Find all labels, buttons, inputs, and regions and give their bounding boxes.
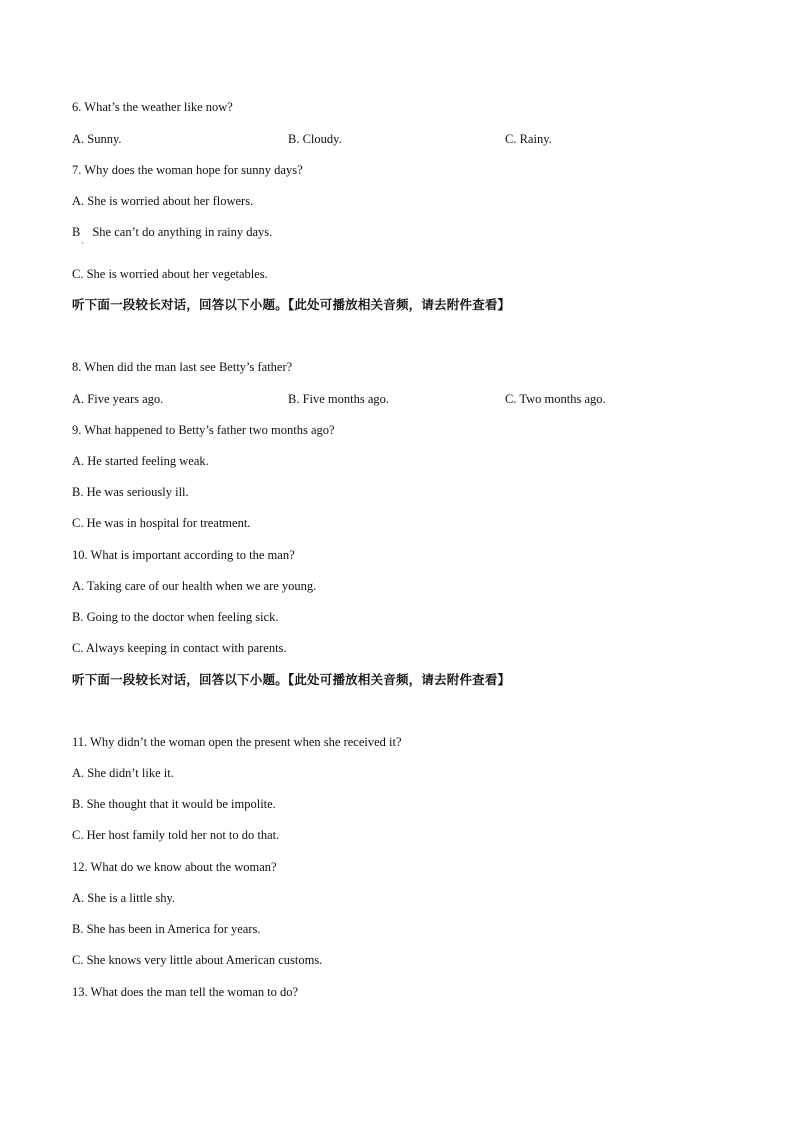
question-6-options: [72, 131, 722, 147]
question-6: 6. What’s the weather like now?: [72, 100, 233, 114]
question-7: 7. Why does the woman hope for sunny days?: [72, 163, 303, 177]
question-10: 10. What is important according to the man?: [72, 548, 295, 562]
option-c: C. She knows very little about American customs.: [72, 953, 323, 967]
option-c: C. He was in hospital for treatment.: [72, 516, 251, 530]
question-8-options: [72, 391, 722, 407]
question-13: 13. What does the man tell the woman to do?: [72, 985, 299, 999]
question-12: 12. What do we know about the woman?: [72, 860, 277, 874]
question-9: 9. What happened to Betty’s father two months ago?: [72, 423, 335, 437]
listening-instruction: 听下面一段较长对话，回答以下小题。【此处可播放相关音频，请去附件查看】: [72, 297, 511, 312]
option-b: B. Five months ago.: [288, 392, 390, 406]
question-11: 11. Why didn’t the woman open the present when she received it?: [72, 735, 402, 749]
question-8: 8. When did the man last see Betty’s father?: [72, 360, 293, 374]
option-a: A. She is worried about her flowers.: [72, 194, 254, 208]
option-c: C. Rainy.: [505, 132, 552, 146]
option-b: [72, 224, 272, 240]
option-c: C. Two months ago.: [505, 392, 606, 406]
option-b: B. He was seriously ill.: [72, 485, 189, 499]
option-c: C. Always keeping in contact with parents.: [72, 641, 287, 655]
option-c: C. She is worried about her vegetables.: [72, 267, 268, 281]
option-a: A. She didn’t like it.: [72, 766, 174, 780]
option-b: B. Cloudy.: [288, 132, 342, 146]
option-a: A. Sunny.: [72, 132, 122, 146]
option-b: B. Going to the doctor when feeling sick.: [72, 610, 279, 624]
option-b-letter: B: [72, 225, 81, 239]
option-a: A. Five years ago.: [72, 392, 164, 406]
option-a: A. He started feeling weak.: [72, 454, 209, 468]
stray-dot: ·: [81, 239, 84, 248]
option-b: B. She thought that it would be impolite.: [72, 797, 276, 811]
option-a: A. She is a little shy.: [72, 891, 176, 905]
option-b-text: She can’t do anything in rainy days.: [92, 225, 273, 239]
option-c: C. Her host family told her not to do that.: [72, 828, 280, 842]
option-b: B. She has been in America for years.: [72, 922, 261, 936]
listening-instruction: 听下面一段较长对话，回答以下小题。【此处可播放相关音频，请去附件查看】: [72, 672, 511, 687]
option-a: A. Taking care of our health when we are young.: [72, 579, 317, 593]
